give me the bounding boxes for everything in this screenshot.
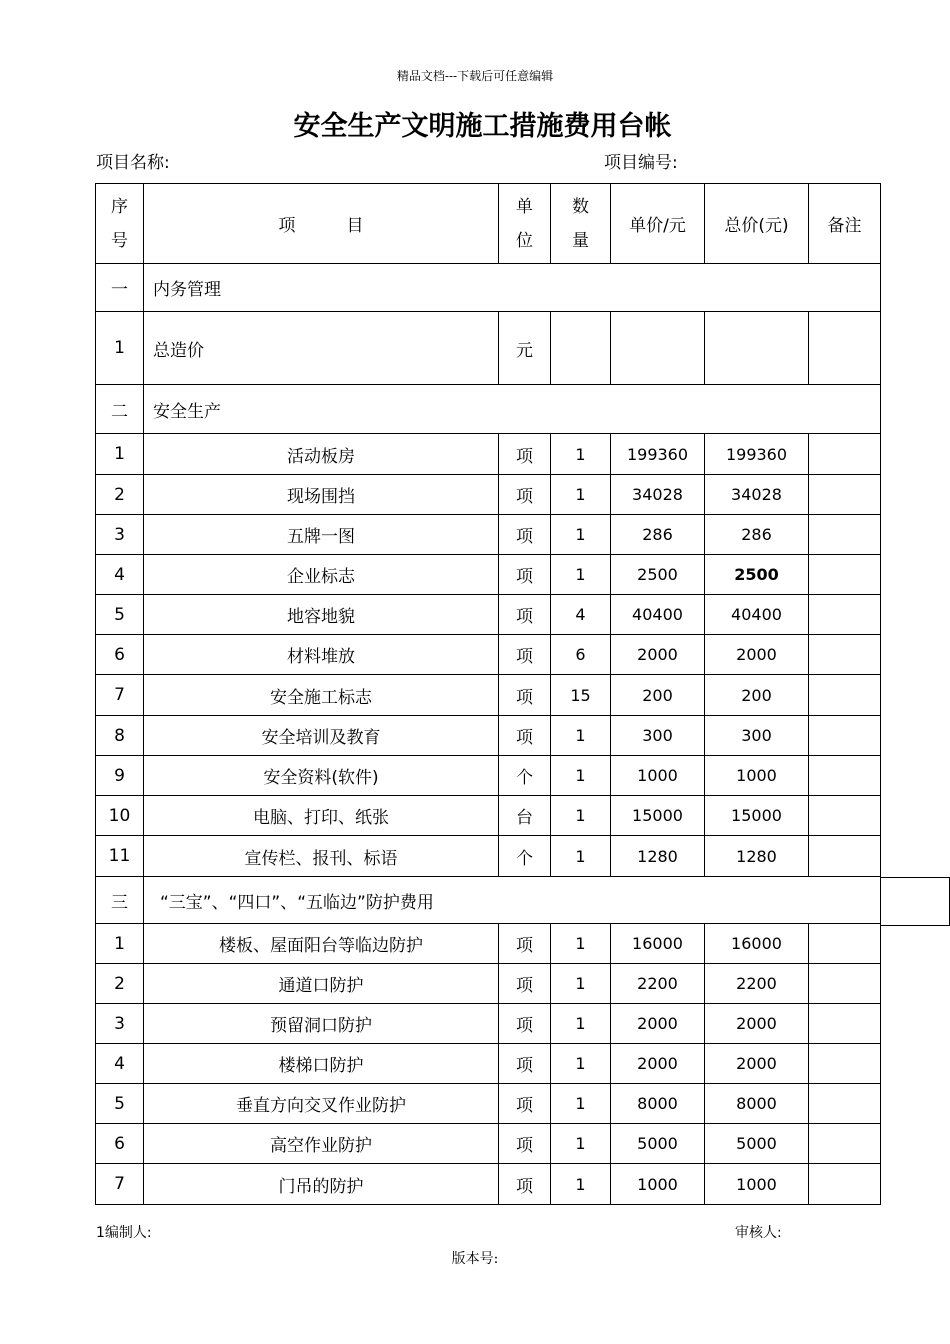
header-item: 项 目 — [144, 184, 499, 264]
table-row — [96, 635, 881, 675]
row-seq: 3 — [96, 515, 144, 555]
row-item: 地容地貌 — [144, 595, 499, 635]
row-total: 15000 — [705, 796, 809, 836]
row-remark — [809, 964, 881, 1004]
row-unit-price: 2200 — [611, 964, 705, 1004]
table-row — [96, 716, 881, 756]
row-qty: 1 — [551, 796, 611, 836]
row-qty: 1 — [551, 756, 611, 796]
row-qty: 1 — [551, 836, 611, 877]
row-qty: 1 — [551, 475, 611, 515]
table-row — [96, 1084, 881, 1124]
row-seq: 5 — [96, 1084, 144, 1124]
row-seq: 1 — [96, 434, 144, 475]
row-total: 16000 — [705, 924, 809, 964]
row-qty: 1 — [551, 515, 611, 555]
row-qty: 1 — [551, 1044, 611, 1084]
table-row — [96, 1044, 881, 1084]
preparer-label: 1编制人: — [96, 1225, 152, 1241]
row-remark — [809, 312, 881, 385]
row-unit-price: 200 — [611, 675, 705, 716]
total-cost-row — [96, 312, 881, 385]
row-total: 286 — [705, 515, 809, 555]
row-remark — [809, 555, 881, 595]
row-unit-price: 40400 — [611, 595, 705, 635]
row-unit-price: 5000 — [611, 1124, 705, 1164]
row-total: 5000 — [705, 1124, 809, 1164]
row-qty: 1 — [551, 924, 611, 964]
row-qty: 4 — [551, 595, 611, 635]
row-seq: 6 — [96, 635, 144, 675]
row-unit-price: 8000 — [611, 1084, 705, 1124]
row-seq: 6 — [96, 1124, 144, 1164]
row-seq: 7 — [96, 675, 144, 716]
row-item: 门吊的防护 — [144, 1164, 499, 1205]
section-seq: 一 — [96, 264, 144, 312]
row-remark — [809, 796, 881, 836]
row-item: 安全培训及教育 — [144, 716, 499, 756]
row-seq: 4 — [96, 1044, 144, 1084]
row-seq: 9 — [96, 756, 144, 796]
section-row-extension — [880, 877, 950, 926]
row-unit: 项 — [499, 716, 551, 756]
row-remark — [809, 1004, 881, 1044]
row-item: 楼板、屋面阳台等临边防护 — [144, 924, 499, 964]
row-remark — [809, 595, 881, 635]
row-qty: 1 — [551, 555, 611, 595]
version-label: 版本号: — [451, 1251, 499, 1267]
row-unit-price: 286 — [611, 515, 705, 555]
row-unit: 项 — [499, 635, 551, 675]
row-unit: 项 — [499, 595, 551, 635]
row-qty: 1 — [551, 964, 611, 1004]
row-seq: 1 — [96, 312, 144, 385]
reviewer-label: 审核人: — [735, 1225, 782, 1241]
table-row — [96, 1164, 881, 1205]
section-seq: 二 — [96, 385, 144, 434]
row-unit: 项 — [499, 1004, 551, 1044]
row-total: 8000 — [705, 1084, 809, 1124]
row-unit: 项 — [499, 675, 551, 716]
row-item: 高空作业防护 — [144, 1124, 499, 1164]
row-item: 企业标志 — [144, 555, 499, 595]
row-remark — [809, 475, 881, 515]
row-qty: 6 — [551, 635, 611, 675]
row-total: 2500 — [705, 555, 809, 595]
row-unit: 项 — [499, 1084, 551, 1124]
row-qty: 1 — [551, 1004, 611, 1044]
table-row — [96, 475, 881, 515]
row-seq: 3 — [96, 1004, 144, 1044]
row-item: 现场围挡 — [144, 475, 499, 515]
expense-ledger-table — [95, 183, 881, 1205]
row-total: 300 — [705, 716, 809, 756]
row-item: 电脑、打印、纸张 — [144, 796, 499, 836]
header-seq: 序 号 — [96, 184, 144, 264]
row-seq: 7 — [96, 1164, 144, 1205]
table-row — [96, 595, 881, 635]
row-item: 材料堆放 — [144, 635, 499, 675]
row-unit-price — [611, 312, 705, 385]
row-remark — [809, 1084, 881, 1124]
row-qty: 15 — [551, 675, 611, 716]
row-item: 垂直方向交叉作业防护 — [144, 1084, 499, 1124]
row-remark — [809, 1044, 881, 1084]
table-row — [96, 964, 881, 1004]
row-remark — [809, 836, 881, 877]
row-remark — [809, 675, 881, 716]
row-seq: 1 — [96, 924, 144, 964]
row-total: 1000 — [705, 756, 809, 796]
row-item: 楼梯口防护 — [144, 1044, 499, 1084]
row-unit: 项 — [499, 515, 551, 555]
row-unit-price: 16000 — [611, 924, 705, 964]
row-total: 34028 — [705, 475, 809, 515]
row-total: 199360 — [705, 434, 809, 475]
table-row — [96, 924, 881, 964]
section-label: “三宝”、“四口”、“五临边”防护费用 — [144, 877, 881, 924]
row-unit-price: 2000 — [611, 1004, 705, 1044]
row-unit-price: 34028 — [611, 475, 705, 515]
section-label: 内务管理 — [144, 264, 881, 312]
row-seq: 2 — [96, 475, 144, 515]
row-unit: 项 — [499, 555, 551, 595]
table-row — [96, 515, 881, 555]
row-unit-price: 2000 — [611, 635, 705, 675]
row-qty: 1 — [551, 1084, 611, 1124]
row-unit: 项 — [499, 475, 551, 515]
row-item: 预留洞口防护 — [144, 1004, 499, 1044]
header-note: 精品文档---下载后可任意编辑 — [396, 69, 554, 83]
row-total — [705, 312, 809, 385]
row-remark — [809, 515, 881, 555]
row-seq: 10 — [96, 796, 144, 836]
table-row — [96, 675, 881, 716]
row-item: 活动板房 — [144, 434, 499, 475]
row-unit-price: 1000 — [611, 1164, 705, 1205]
row-remark — [809, 1124, 881, 1164]
row-seq: 2 — [96, 964, 144, 1004]
row-unit: 个 — [499, 756, 551, 796]
row-unit: 项 — [499, 1164, 551, 1205]
row-remark — [809, 716, 881, 756]
row-total: 2000 — [705, 1044, 809, 1084]
row-remark — [809, 924, 881, 964]
row-unit: 元 — [499, 312, 551, 385]
row-remark — [809, 1164, 881, 1205]
table-row — [96, 796, 881, 836]
table-header-row — [96, 184, 881, 264]
row-unit: 个 — [499, 836, 551, 877]
table-row — [96, 1004, 881, 1044]
row-seq: 11 — [96, 836, 144, 877]
table-row — [96, 555, 881, 595]
row-seq: 4 — [96, 555, 144, 595]
row-unit-price: 1000 — [611, 756, 705, 796]
header-total-price: 总价(元) — [705, 184, 809, 264]
row-item: 安全资料(软件) — [144, 756, 499, 796]
row-unit-price: 300 — [611, 716, 705, 756]
row-item: 通道口防护 — [144, 964, 499, 1004]
document-title: 安全生产文明施工措施费用台帐 — [293, 111, 672, 142]
row-item: 总造价 — [144, 312, 499, 385]
row-qty — [551, 312, 611, 385]
row-seq: 5 — [96, 595, 144, 635]
row-unit: 项 — [499, 434, 551, 475]
row-total: 40400 — [705, 595, 809, 635]
row-remark — [809, 434, 881, 475]
section-label: 安全生产 — [144, 385, 881, 434]
row-unit-price: 2000 — [611, 1044, 705, 1084]
row-qty: 1 — [551, 434, 611, 475]
section-row — [96, 877, 881, 924]
row-item: 宣传栏、报刊、标语 — [144, 836, 499, 877]
row-unit-price: 1280 — [611, 836, 705, 877]
row-item: 安全施工标志 — [144, 675, 499, 716]
row-total: 1000 — [705, 1164, 809, 1205]
row-total: 2000 — [705, 1004, 809, 1044]
table-row — [96, 434, 881, 475]
row-unit: 项 — [499, 1044, 551, 1084]
row-item: 五牌一图 — [144, 515, 499, 555]
row-unit-price: 15000 — [611, 796, 705, 836]
row-unit: 项 — [499, 924, 551, 964]
row-total: 2000 — [705, 635, 809, 675]
table-row — [96, 1124, 881, 1164]
row-qty: 1 — [551, 716, 611, 756]
section-row — [96, 385, 881, 434]
row-unit: 项 — [499, 964, 551, 1004]
row-unit-price: 2500 — [611, 555, 705, 595]
row-total: 200 — [705, 675, 809, 716]
table-row — [96, 756, 881, 796]
row-total: 1280 — [705, 836, 809, 877]
row-seq: 8 — [96, 716, 144, 756]
row-qty: 1 — [551, 1164, 611, 1205]
row-remark — [809, 756, 881, 796]
section-seq: 三 — [96, 877, 144, 924]
row-unit: 台 — [499, 796, 551, 836]
table-row — [96, 836, 881, 877]
header-unit: 单 位 — [499, 184, 551, 264]
header-unit-price: 单价/元 — [611, 184, 705, 264]
row-unit-price: 199360 — [611, 434, 705, 475]
row-qty: 1 — [551, 1124, 611, 1164]
header-remark: 备注 — [809, 184, 881, 264]
project-number-label: 项目编号: — [604, 153, 678, 173]
row-total: 2200 — [705, 964, 809, 1004]
section-row — [96, 264, 881, 312]
row-unit: 项 — [499, 1124, 551, 1164]
header-qty: 数 量 — [551, 184, 611, 264]
project-name-label: 项目名称: — [96, 153, 170, 173]
row-remark — [809, 635, 881, 675]
